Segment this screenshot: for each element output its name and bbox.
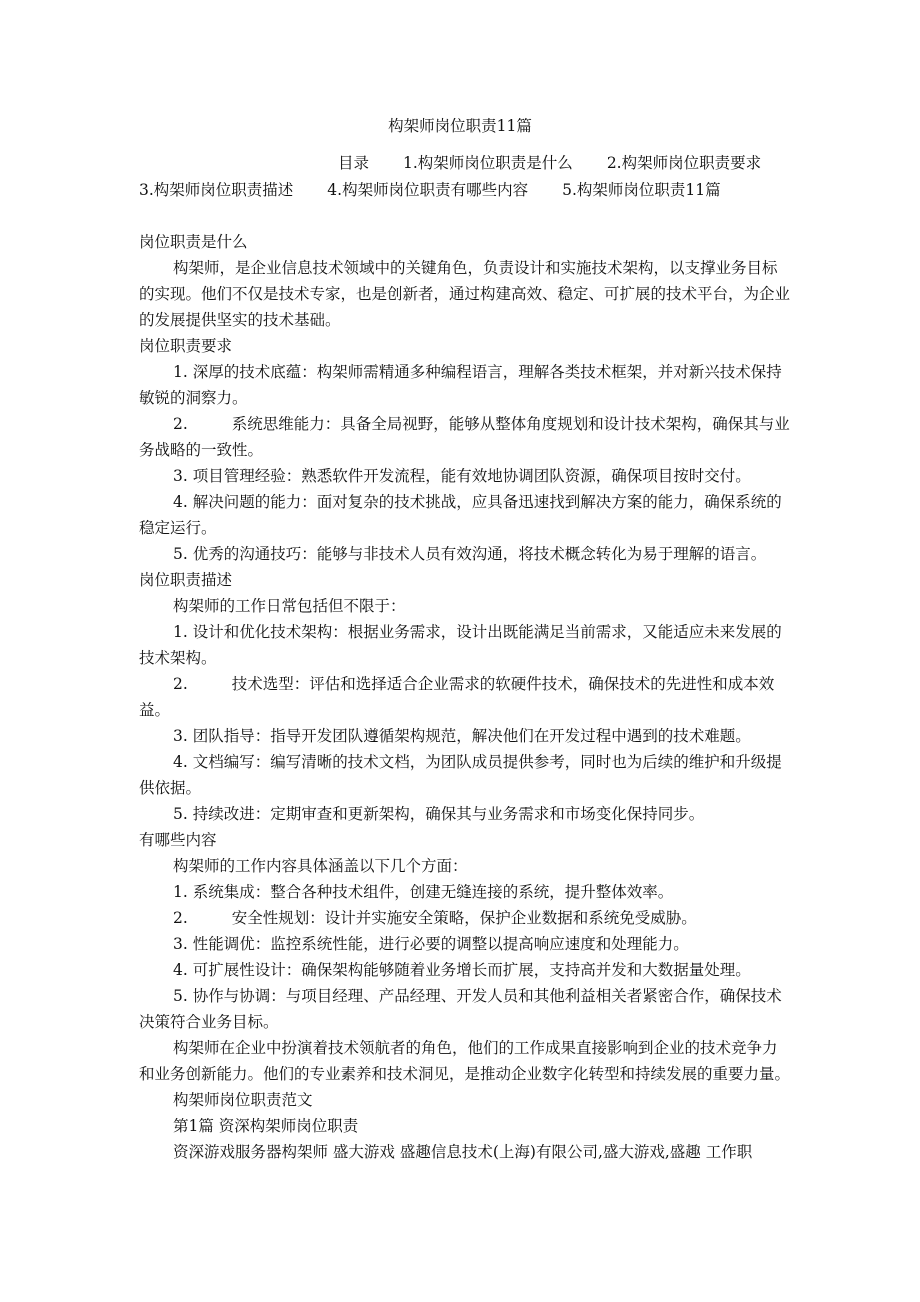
samples-line: 资深游戏服务器构架师 盛大游戏 盛趣信息技术(上海)有限公司,盛大游戏,盛趣 工作职 (173, 1143, 753, 1161)
document-body (139, 229, 791, 1165)
table-of-contents-line-2 (139, 178, 721, 202)
samples-chapter: 第1篇 资深构架师岗位职责 (173, 1117, 359, 1135)
content-item-4: 4. 可扩展性设计：确保架构能够随着业务增长而扩展，支持高并发和大数据量处理。 (173, 961, 751, 979)
section-heading-requirements: 岗位职责要求 (139, 337, 233, 355)
toc-item-5[interactable]: 5.构架师岗位职责11篇 (562, 181, 721, 199)
requirement-item-1: 1. 深厚的技术底蕴：构架师需精通多种编程语言，理解各类技术框架，并对新兴技术保持敏锐的洞察力。 (139, 363, 782, 407)
requirement-item-3: 3. 项目管理经验：熟悉软件开发流程，能有效地协调团队资源，确保项目按时交付。 (173, 467, 751, 485)
toc-item-3[interactable]: 3.构架师岗位职责描述 (139, 181, 294, 199)
toc-item-1[interactable]: 1.构架师岗位职责是什么 (403, 154, 573, 172)
section-heading-what: 岗位职责是什么 (139, 233, 248, 251)
section-paragraph-what: 构架师，是企业信息技术领域中的关键角色，负责设计和实施技术架构，以支撑业务目标的实现。他们不仅是技术专家，也是创新者，通过构建高效、稳定、可扩展的技术平台，为企业的发展提供坚实的技术基础。 (139, 259, 791, 329)
content-item-5: 5. 协作与协调：与项目经理、产品经理、开发人员和其他利益相关者紧密合作，确保技术决策符合业务目标。 (139, 987, 782, 1031)
description-item-3: 3. 团队指导：指导开发团队遵循架构规范，解决他们在开发过程中遇到的技术难题。 (173, 727, 751, 745)
section-heading-content: 有哪些内容 (139, 831, 217, 849)
description-item-1: 1. 设计和优化技术架构：根据业务需求，设计出既能满足当前需求，又能适应未来发展的技术架构。 (139, 623, 782, 667)
description-intro: 构架师的工作日常包括但不限于： (173, 597, 406, 615)
section-heading-description: 岗位职责描述 (139, 571, 233, 589)
requirement-item-4: 4. 解决问题的能力：面对复杂的技术挑战，应具备迅速找到解决方案的能力，确保系统的稳定运行。 (139, 493, 782, 537)
requirement-item-2: 2. 系统思维能力：具备全局视野，能够从整体角度规划和设计技术架构，确保其与业务战略的一致性。 (139, 415, 790, 459)
requirement-item-5: 5. 优秀的沟通技巧：能够与非技术人员有效沟通，将技术概念转化为易于理解的语言。 (173, 545, 767, 563)
content-intro: 构架师的工作内容具体涵盖以下几个方面： (173, 857, 468, 875)
table-of-contents-line-1 (338, 151, 761, 175)
document-title: 构架师岗位职责11篇 (388, 117, 532, 135)
description-item-5: 5. 持续改进：定期审查和更新架构，确保其与业务需求和市场变化保持同步。 (173, 805, 705, 823)
content-item-3: 3. 性能调优：监控系统性能，进行必要的调整以提高响应速度和处理能力。 (173, 935, 689, 953)
toc-item-4[interactable]: 4.构架师岗位职责有哪些内容 (327, 181, 529, 199)
description-item-4: 4. 文档编写：编写清晰的技术文档，为团队成员提供参考，同时也为后续的维护和升级提供依据。 (139, 753, 782, 797)
content-item-1: 1. 系统集成：整合各种技术组件，创建无缝连接的系统，提升整体效率。 (173, 883, 674, 901)
toc-label: 目录 (338, 154, 370, 172)
toc-item-2[interactable]: 2.构架师岗位职责要求 (606, 154, 762, 172)
description-item-2: 2. 技术选型：评估和选择适合企业需求的软硬件技术，确保技术的先进性和成本效益。 (139, 675, 775, 719)
content-closing: 构架师在企业中扮演着技术领航者的角色，他们的工作成果直接影响到企业的技术竞争力和业务创新能力。他们的专业素养和技术洞见，是推动企业数字化转型和持续发展的重要力量。 (139, 1039, 791, 1083)
content-item-2: 2. 安全性规划：设计并实施安全策略，保护企业数据和系统免受威胁。 (173, 909, 697, 927)
samples-heading: 构架师岗位职责范文 (173, 1091, 313, 1109)
